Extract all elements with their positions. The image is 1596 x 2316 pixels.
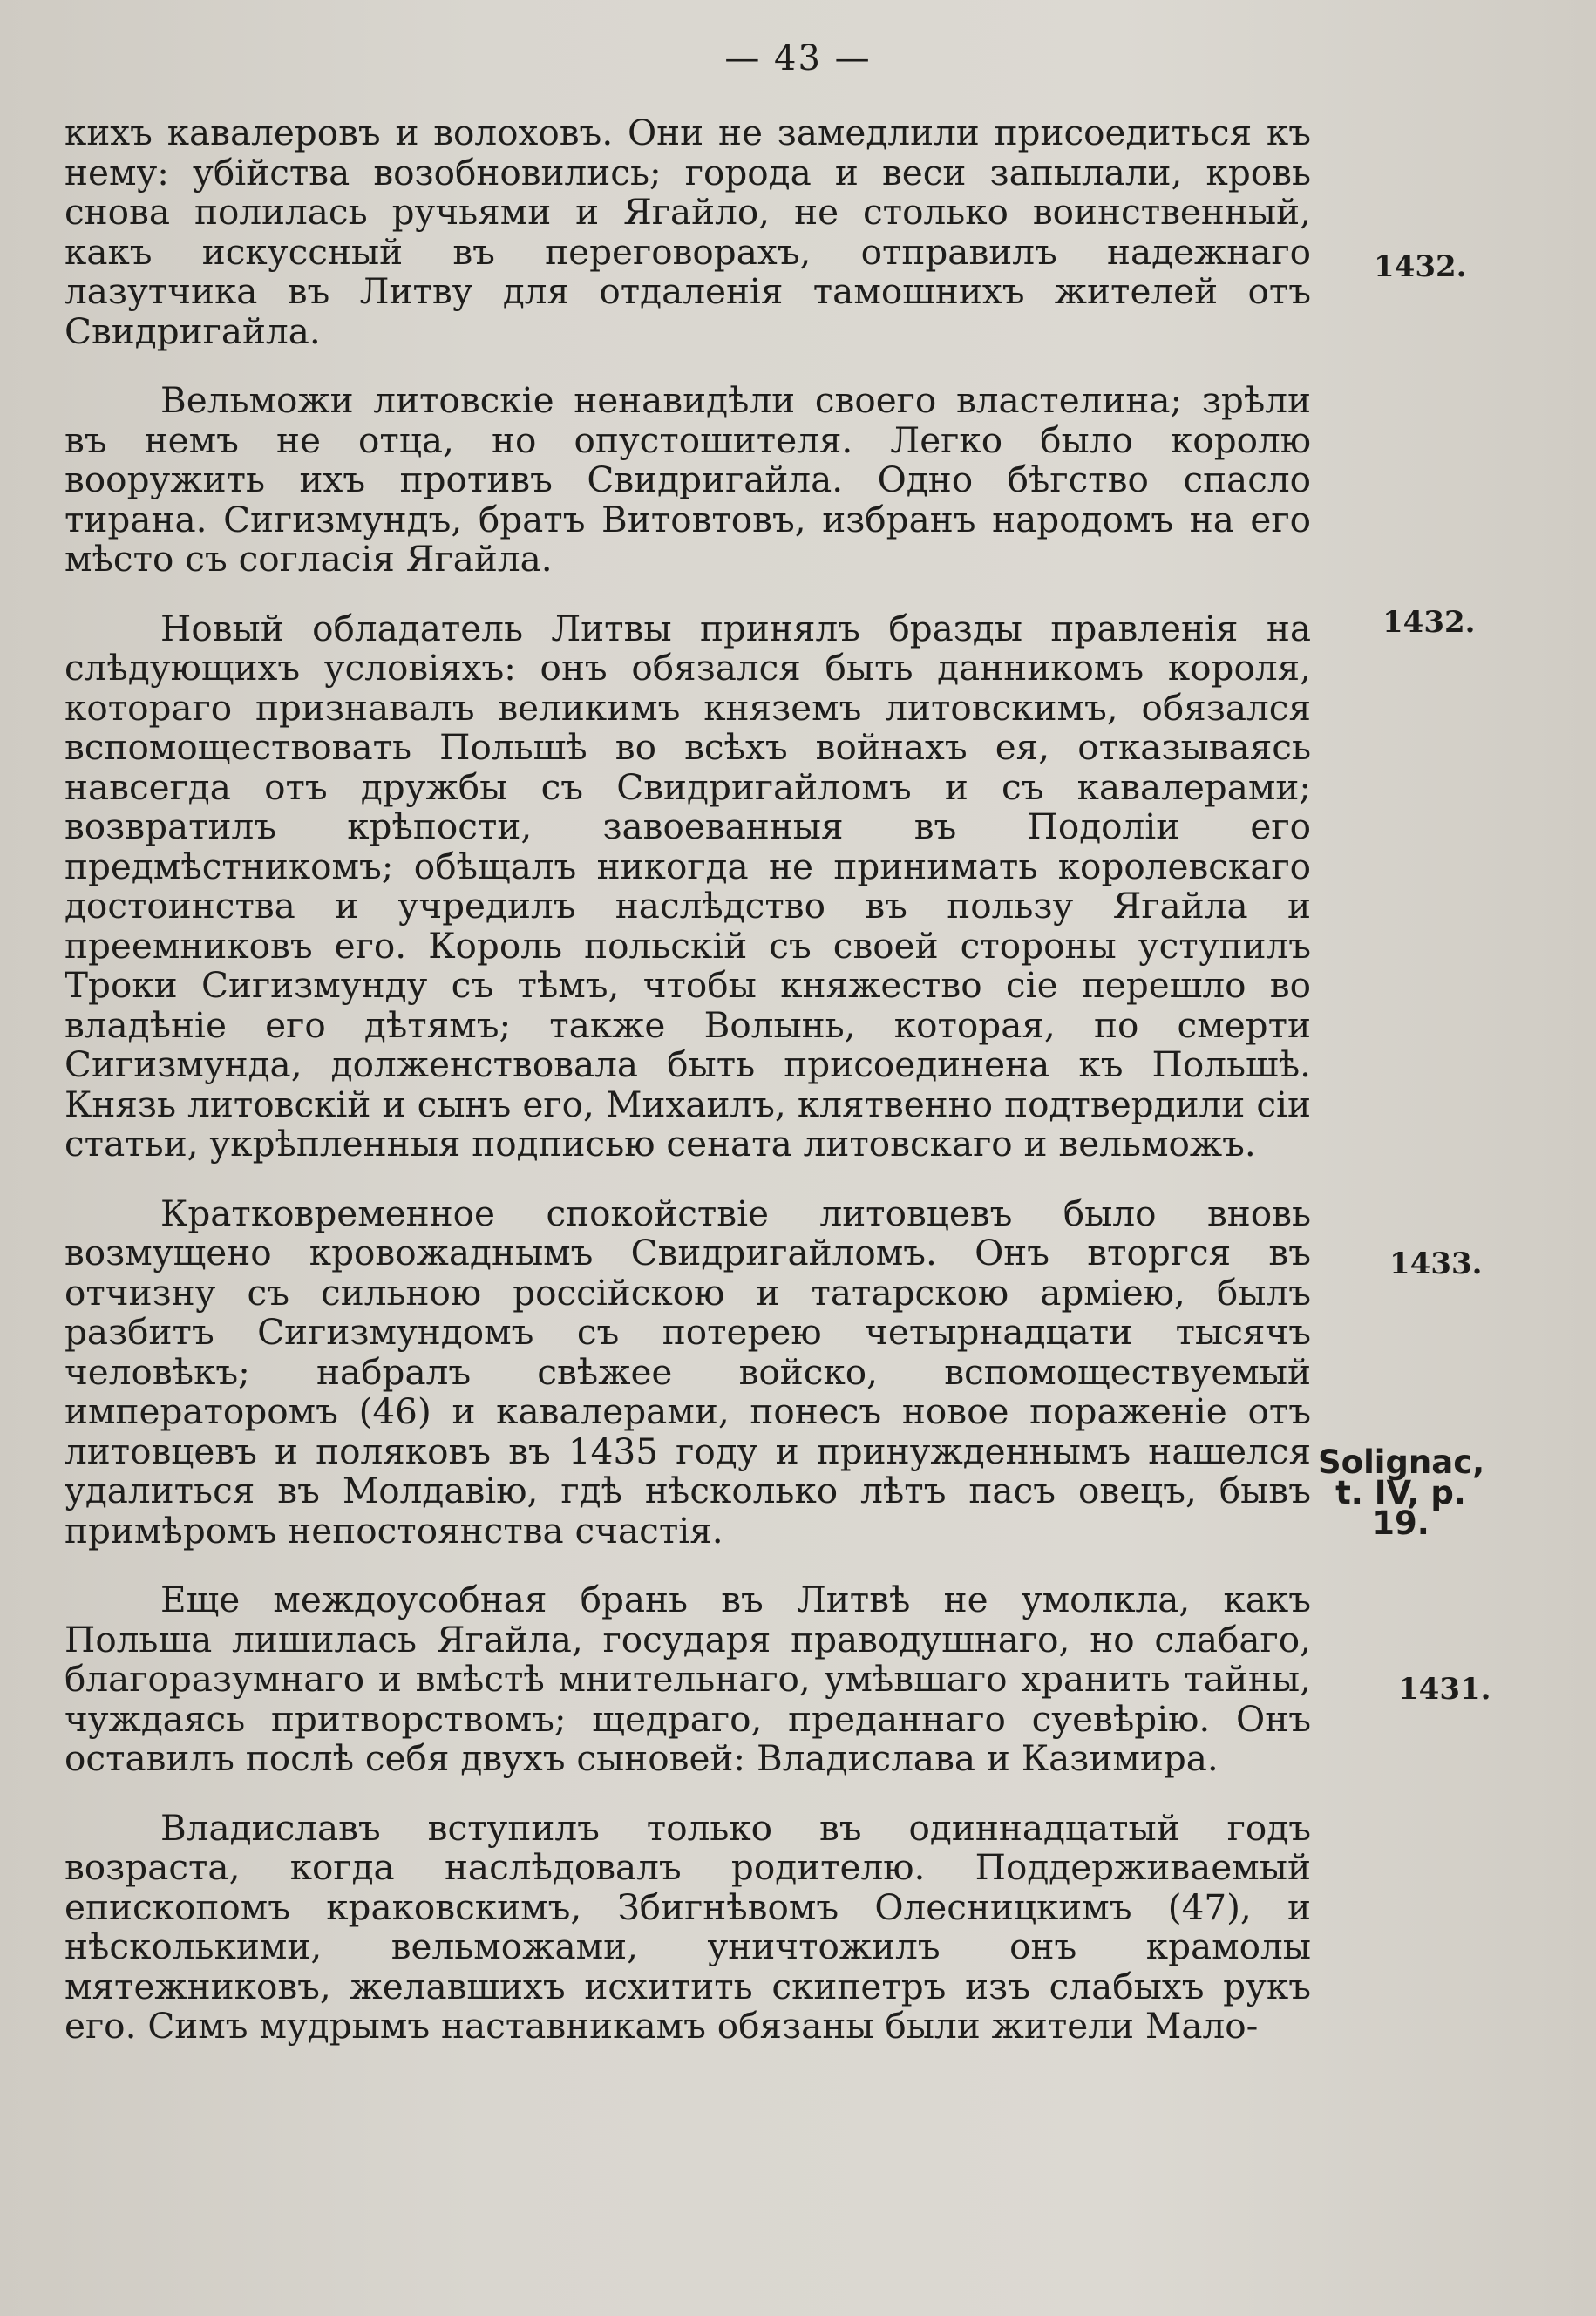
margin-year-1432-a: 1432. (1374, 249, 1467, 284)
margin-year-1433: 1433. (1389, 1246, 1483, 1281)
paragraph-2: Вельможи литовскіе ненавидѣли своего властелина; зрѣли въ немъ не отца, но опустошителя. Легко было королю вооружить ихъ противъ Свидригайла. Одно бѣгство спасло тирана. Сигизмундъ, братъ Витовтовъ, избранъ народомъ на его мѣсто съ согласія Ягайла. (65, 379, 1311, 580)
paragraph-3: Новый обладатель Литвы принялъ бразды правленія на слѣдующихъ условіяхъ: онъ обязался быть данникомъ короля, котораго признавалъ великимъ княземъ литовскимъ, обязался вспомоществовать Польшѣ во всѣхъ войнахъ ея, отказываясь навсегда отъ дружбы съ Свидригайломъ и съ кавалерами; возвратилъ крѣпости, завоеванныя въ Подоліи его предмѣстникомъ; обѣщалъ никогда не принимать королевскаго достоинства и учредилъ наслѣдство въ пользу Ягайла и преемниковъ его. Король польскій съ своей стороны уступилъ Троки Сигизмунду съ тѣмъ, чтобы княжество сіе перешло во владѣніе его дѣтямъ; также Волынь, которая, по смерти Сигизмунда, долженствовала быть присоединена къ Польшѣ. Князь литовскій и сынъ его, Михаилъ, клятвенно подтвердили сіи статьи, укрѣпленныя подписью сената литовскаго и вельможъ. (65, 607, 1311, 1165)
paragraph-5: Еще междоусобная брань въ Литвѣ не умолкла, какъ Польша лишилась Ягайла, государя праводушнаго, но слабаго, благоразумнаго и вмѣстѣ мнительнаго, умѣвшаго хранить тайны, чуждаясь притворствомъ; щедраго, преданнаго суевѣрію. Онъ оставилъ послѣ себя двухъ сыновей: Владислава и Казимира. (65, 1579, 1311, 1779)
margin-year-1432-b: 1432. (1382, 605, 1476, 640)
margin-reference-solignac: Solignac, t. IV, p. 19. (1318, 1443, 1485, 1542)
paragraph-6: Владиславъ вступилъ только въ одиннадцатый годъ возраста, когда наслѣдовалъ родителю. Поддерживаемый епископомъ краковскимъ, Збигнѣвомъ Олесницкимъ (47), и нѣсколькими, вельможами, уничтожилъ онъ крамолы мятежниковъ, желавшихъ исхитить скипетръ изъ слабыхъ рукъ его. Симъ мудрымъ наставникамъ обязаны были жители Мало- (65, 1806, 1311, 2047)
page-number: — 43 — (724, 38, 872, 78)
paragraph-4: Кратковременное спокойствіе литовцевъ было вновь возмущено кровожаднымъ Свидригайломъ. Онъ вторгся въ отчизну съ сильною россійскою и татарскою арміею, былъ разбитъ Сигизмундомъ съ потерею четырнадцати тысячъ человѣкъ; набралъ свѣжее войско, вспомоществуемый императоромъ (46) и кавалерами, понесъ новое пораженіе отъ литовцевъ и поляковъ въ 1435 году и принужденнымъ нашелся удалиться въ Молдавію, гдѣ нѣсколько лѣтъ пасъ овецъ, бывъ примѣромъ непостоянства счастія. (65, 1192, 1311, 1552)
main-text (65, 113, 1311, 2076)
margin-year-1431: 1431. (1398, 1672, 1491, 1707)
paragraph-1: кихъ кавалеровъ и волоховъ. Они не замедлили присоедиться къ нему: убійства возобновились; города и веси запылали, кровь снова полилась ручьями и Ягайло, не столько воинственный, какъ искуссный въ переговорахъ, отправилъ надежнаго лазутчика въ Литву для отдаленія тамошнихъ жителей отъ Свидригайла. (65, 112, 1311, 352)
